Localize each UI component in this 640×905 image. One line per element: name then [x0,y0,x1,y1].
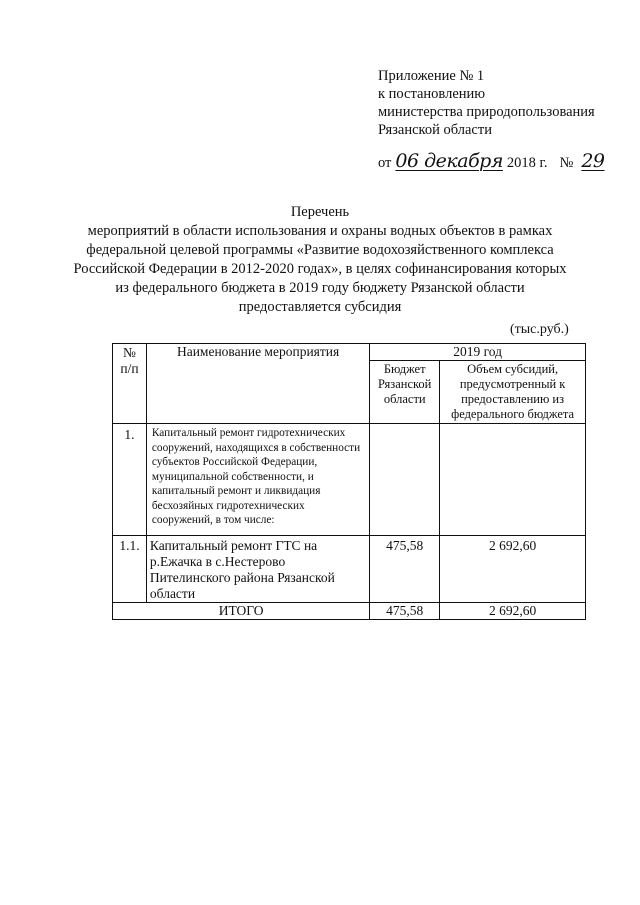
row-2-name: Капитальный ремонт ГТС на р.Ежачка в с.Нестерово Пителинского района Рязанской области [146,536,369,603]
header-year: 2019 год [370,344,586,361]
row-2-num: 1.1. [113,536,147,603]
row-1-subsidy [440,424,586,536]
title-line-5: предоставляется субсидия [238,299,402,315]
resolution-date-number [378,150,609,172]
row-1-name: Капитальный ремонт гидротехнических сооружений, находящихся в собственности субъектов Российской Федерации, муниципальной собственности, и капитальный ремонт и ликвидация бесхозяйных гидротехнических сооружений, в том числе: [146,424,369,536]
table-total-row [113,603,586,620]
header-num: № п/п [113,344,147,424]
subsidy-table [112,343,586,620]
appendix-line-1: Приложение № 1 [378,68,485,84]
number-label: № [559,155,574,171]
total-subsidy: 2 692,60 [440,603,586,620]
title-line-1: мероприятий в области использования и охраны водных объектов в рамках [87,223,553,239]
row-1-budget [370,424,440,536]
table-row [113,424,586,536]
header-name: Наименование мероприятия [146,344,369,424]
total-budget: 475,58 [370,603,440,620]
total-label: ИТОГО [113,603,370,620]
row-1-num: 1. [113,424,147,536]
from-label: от [378,155,392,171]
appendix-line-3: министерства природопользования [378,104,595,120]
appendix-block [378,67,595,139]
title-heading: Перечень [290,204,350,220]
row-2-budget: 475,58 [370,536,440,603]
year-text: 2018 г. [506,155,548,171]
handwritten-date: 06 декабря [395,150,503,172]
units-label: (тыс.руб.) [510,322,569,337]
appendix-line-2: к постановлению [378,86,486,102]
row-2-subsidy: 2 692,60 [440,536,586,603]
appendix-line-4: Рязанской области [378,122,492,138]
header-subsidy: Объем субсидий, предусмотренный к предоставлению из федерального бюджета [440,361,586,424]
title-line-4: из федерального бюджета в 2019 году бюджету Рязанской области [115,280,525,296]
title-line-3: Российской Федерации в 2012-2020 годах», в целях софинансирования которых [73,261,567,277]
title-line-2: федеральной целевой программы «Развитие водохозяйственного комплекса [86,242,554,258]
handwritten-number: 29 [581,150,605,172]
table-row [113,536,586,603]
document-title [60,203,580,317]
table-header-row [113,344,586,361]
header-budget: Бюджет Рязанской области [370,361,440,424]
